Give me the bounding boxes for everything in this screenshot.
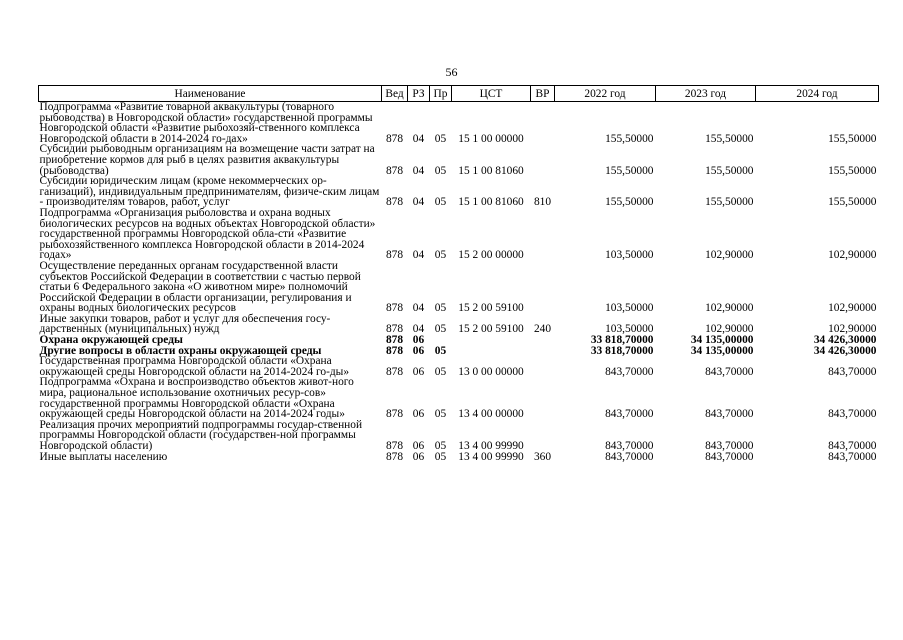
cell-vr — [531, 144, 555, 176]
header-2024: 2024 год — [756, 86, 879, 102]
cell-2022: 155,50000 — [605, 132, 654, 145]
cell-ved: 878 — [385, 440, 404, 452]
cell-ved: 878 — [385, 365, 404, 378]
cell-ved: 878 — [385, 196, 404, 209]
cell-cst: 15 1 00 81060 — [458, 196, 524, 209]
cell-2024: 34 426,30000 — [813, 334, 877, 347]
cell-2024: 102,90000 — [828, 302, 877, 315]
cell-2022: 155,50000 — [605, 164, 654, 177]
cell-2022: 155,50000 — [605, 196, 654, 209]
cell-ved: 878 — [385, 249, 404, 262]
cell-2022: 33 818,70000 — [590, 334, 654, 347]
cell-pr: 05 — [434, 440, 447, 452]
cell-rz: 06 — [412, 450, 425, 463]
cell-rz: 04 — [412, 302, 425, 315]
cell-vr — [531, 356, 555, 377]
cell-ved: 878 — [385, 164, 404, 177]
cell-ved: 878 — [385, 302, 404, 315]
cell-cst: 15 2 00 59100 — [458, 302, 524, 315]
cell-rz: 06 — [412, 365, 425, 378]
table-row — [39, 102, 879, 145]
cell-pr: 05 — [434, 164, 447, 177]
cell-rz: 04 — [412, 132, 425, 145]
cell-cst: 13 4 00 00000 — [458, 408, 524, 421]
cell-name: Подпрограмма «Организация рыболовства и охрана водных биологических ресурсов на водных объектах Новгородской области» государственной программы Новгородской обла-сти «Развитие рыбохозяйственного комплекса Новгородской области в 2014-2024 годах» — [39, 206, 376, 262]
cell-cst: 13 4 00 99990 — [458, 440, 524, 452]
header-ved: Вед — [382, 86, 408, 102]
cell-pr: 05 — [434, 249, 447, 262]
cell-ved: 878 — [385, 132, 404, 145]
cell-name: Другие вопросы в области охраны окружающей среды — [39, 344, 322, 357]
cell-vr: 810 — [533, 196, 552, 209]
cell-name: Осуществление переданных органам государственной власти субъектов Российской Федерации в соответствии с частью первой статьи 6 Федерального закона «О животном мире» полномочий Российской Федерации в области организации, регулирования и охраны водных биологических ресурсов — [39, 259, 361, 315]
cell-vr — [531, 261, 555, 314]
page-number: 56 — [445, 65, 458, 79]
cell-pr: 05 — [434, 344, 447, 357]
table-row — [39, 144, 879, 176]
cell-rz: 04 — [412, 196, 425, 209]
cell-2024: 843,70000 — [828, 408, 877, 421]
table-row — [39, 420, 879, 452]
cell-ved: 878 — [385, 323, 404, 336]
cell-2024: 102,90000 — [828, 323, 877, 336]
table-row — [39, 176, 879, 208]
table-row — [39, 377, 879, 419]
cell-2023: 155,50000 — [705, 196, 754, 209]
cell-vr: 240 — [533, 323, 552, 336]
header-2022: 2022 год — [555, 86, 656, 102]
cell-2023: 155,50000 — [705, 164, 754, 177]
cell-vr — [531, 377, 555, 419]
cell-cst: 13 0 00 00000 — [458, 365, 524, 378]
cell-name: Реализация прочих мероприятий подпрограммы государ-ственной программы Новгородской области (государствен-ной программы Новгородской области) — [39, 418, 363, 452]
cell-vr — [531, 208, 555, 261]
cell-ved: 878 — [385, 344, 404, 357]
cell-cst: 13 4 00 99990 — [458, 450, 524, 463]
cell-vr — [531, 420, 555, 452]
cell-rz: 06 — [412, 344, 425, 357]
cell-cst: 15 2 00 59100 — [458, 323, 524, 336]
cell-name: Иные закупки товаров, работ и услуг для обеспечения госу-дарственных (муниципальных) нужд — [39, 312, 331, 336]
cell-2023: 843,70000 — [705, 408, 754, 421]
cell-ved: 878 — [385, 408, 404, 421]
cell-2023: 843,70000 — [705, 365, 754, 378]
table-header-row — [39, 86, 879, 102]
cell-2024: 102,90000 — [828, 249, 877, 262]
cell-cst: 15 2 00 00000 — [458, 249, 524, 262]
cell-2024: 843,70000 — [828, 440, 877, 452]
table-row — [39, 314, 879, 335]
header-pr: Пр — [430, 86, 452, 102]
cell-2023: 102,90000 — [705, 249, 754, 262]
table-row — [39, 452, 879, 463]
cell-2024: 34 426,30000 — [813, 344, 877, 357]
cell-2022: 103,50000 — [605, 323, 654, 336]
cell-2022: 33 818,70000 — [590, 344, 654, 357]
cell-pr: 05 — [434, 408, 447, 421]
cell-name: Субсидии юридическим лицам (кроме некоммерческих ор-ганизаций), индивидуальным предпринимателям, физиче-ским лицам - производителям товаров, работ, услуг — [39, 175, 380, 209]
cell-vr — [531, 335, 555, 346]
cell-2024: 155,50000 — [828, 196, 877, 209]
cell-2024: 155,50000 — [828, 164, 877, 177]
cell-2022: 843,70000 — [605, 450, 654, 463]
cell-pr: 05 — [434, 132, 447, 145]
cell-rz: 04 — [412, 249, 425, 262]
header-2023: 2023 год — [656, 86, 756, 102]
cell-vr — [531, 346, 555, 357]
cell-cst: 15 1 00 81060 — [458, 164, 524, 177]
cell-vr: 360 — [533, 450, 552, 463]
cell-ved: 878 — [385, 450, 404, 463]
header-vr: ВР — [531, 86, 555, 102]
cell-name: Иные выплаты населению — [39, 450, 168, 463]
cell-2022: 103,50000 — [605, 249, 654, 262]
cell-2023: 843,70000 — [705, 440, 754, 452]
cell-pr: 05 — [434, 196, 447, 209]
cell-2023: 102,90000 — [705, 323, 754, 336]
cell-vr — [531, 102, 555, 145]
cell-rz: 04 — [412, 323, 425, 336]
cell-cst: 15 1 00 00000 — [458, 132, 524, 145]
cell-rz: 06 — [412, 334, 425, 347]
cell-pr: 05 — [434, 323, 447, 336]
cell-2024: 843,70000 — [828, 365, 877, 378]
cell-name: Подпрограмма «Развитие товарной аквакультуры (товарного рыбоводства) в Новгородской области» государственной программы Новгородской области «Развитие рыбохозяй-ственного комплекса Новгородской области в 2014-2024 го-дах» — [39, 101, 373, 145]
cell-pr: 05 — [434, 450, 447, 463]
budget-table — [38, 85, 879, 462]
table-row — [39, 261, 879, 314]
cell-name: Подпрограмма «Охрана и воспроизводство объектов живот-ного мира, рациональное использование охотничьих ресур-сов» государственной программы Новгородской области «Охрана окружающей среды Новгородской области на 2014-2024 годы» — [39, 376, 354, 421]
cell-cst — [452, 346, 531, 357]
cell-2022: 843,70000 — [605, 440, 654, 452]
cell-name: Субсидии рыбоводным организациям на возмещение части затрат на приобретение кормов для рыб в целях развития аквакультуры (рыбоводства) — [39, 143, 375, 177]
header-rz: РЗ — [408, 86, 430, 102]
cell-cst — [452, 335, 531, 346]
cell-2022: 103,50000 — [605, 302, 654, 315]
cell-rz: 06 — [412, 408, 425, 421]
header-cst: ЦСТ — [452, 86, 531, 102]
cell-2023: 34 135,00000 — [690, 344, 754, 357]
cell-name: Государственная программа Новгородской области «Охрана окружающей среды Новгородской области на 2014-2024 го-ды» — [39, 355, 350, 378]
cell-2022: 843,70000 — [605, 408, 654, 421]
cell-pr: 05 — [434, 302, 447, 315]
cell-2023: 102,90000 — [705, 302, 754, 315]
cell-2023: 155,50000 — [705, 132, 754, 145]
cell-2024: 155,50000 — [828, 132, 877, 145]
header-name: Наименование — [39, 86, 382, 102]
table-row — [39, 356, 879, 377]
cell-2022: 843,70000 — [605, 365, 654, 378]
cell-name: Охрана окружающей среды — [39, 334, 183, 347]
cell-2023: 34 135,00000 — [690, 334, 754, 347]
cell-2024: 843,70000 — [828, 450, 877, 463]
cell-rz: 04 — [412, 164, 425, 177]
cell-ved: 878 — [385, 334, 404, 347]
table-row — [39, 208, 879, 261]
cell-rz: 06 — [412, 440, 425, 452]
cell-pr: 05 — [434, 365, 447, 378]
cell-2023: 843,70000 — [705, 450, 754, 463]
